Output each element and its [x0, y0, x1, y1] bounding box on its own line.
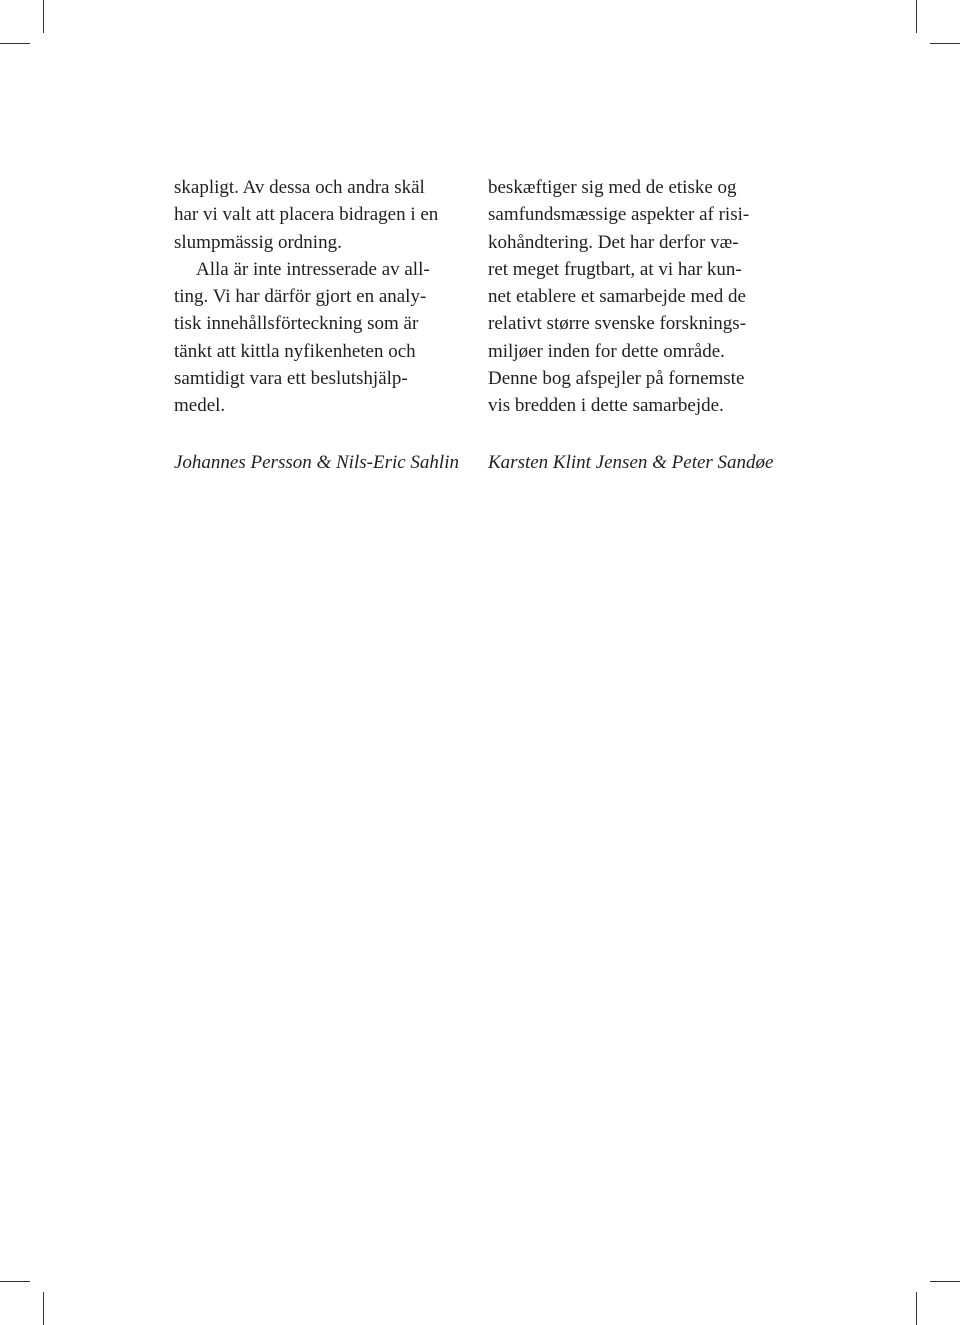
text-line: relativt større svenske forsknings-	[488, 313, 747, 335]
text-line: Alla är inte intresserade av all-	[196, 258, 430, 280]
crop-mark-bottom-right-horizontal	[930, 1281, 960, 1282]
text-line: medel.	[174, 395, 226, 417]
crop-mark-bottom-left-horizontal	[0, 1281, 30, 1282]
swedish-text-column	[174, 174, 474, 420]
text-line: har vi valt att placera bidragen i en	[174, 204, 439, 226]
crop-mark-top-right-vertical	[916, 0, 917, 33]
text-line: Denne bog afspejler på fornemste	[488, 368, 745, 390]
text-line: samtidigt vara ett beslutshjälp-	[174, 368, 408, 390]
crop-mark-top-left-horizontal	[0, 43, 30, 44]
crop-mark-bottom-left-vertical	[43, 1292, 44, 1325]
text-line: miljøer inden for dette område.	[488, 340, 725, 362]
swedish-editors-signature: Johannes Persson & Nils-Eric Sahlin	[174, 452, 459, 473]
text-line: samfundsmæssige aspekter af risi-	[488, 204, 750, 226]
text-line: ting. Vi har därför gjort en analy-	[174, 286, 427, 308]
danish-editors-signature: Karsten Klint Jensen & Peter Sandøe	[488, 452, 774, 473]
crop-mark-bottom-right-vertical	[916, 1292, 917, 1325]
text-line: tänkt att kittla nyfikenheten och	[174, 340, 416, 362]
text-line: vis bredden i dette samarbejde.	[488, 395, 724, 417]
crop-mark-top-right-horizontal	[930, 43, 960, 44]
text-line: slumpmässig ordning.	[174, 231, 342, 253]
text-line: beskæftiger sig med de etiske og	[488, 177, 737, 198]
text-line: net etablere et samarbejde med de	[488, 286, 746, 308]
danish-text-column	[488, 174, 788, 420]
text-line: kohåndtering. Det har derfor væ-	[488, 231, 739, 253]
crop-mark-top-left-vertical	[43, 0, 44, 33]
text-line: tisk innehållsförteckning som är	[174, 313, 419, 335]
text-line: ret meget frugtbart, at vi har kun-	[488, 258, 742, 280]
text-line: skapligt. Av dessa och andra skäl	[174, 177, 425, 198]
